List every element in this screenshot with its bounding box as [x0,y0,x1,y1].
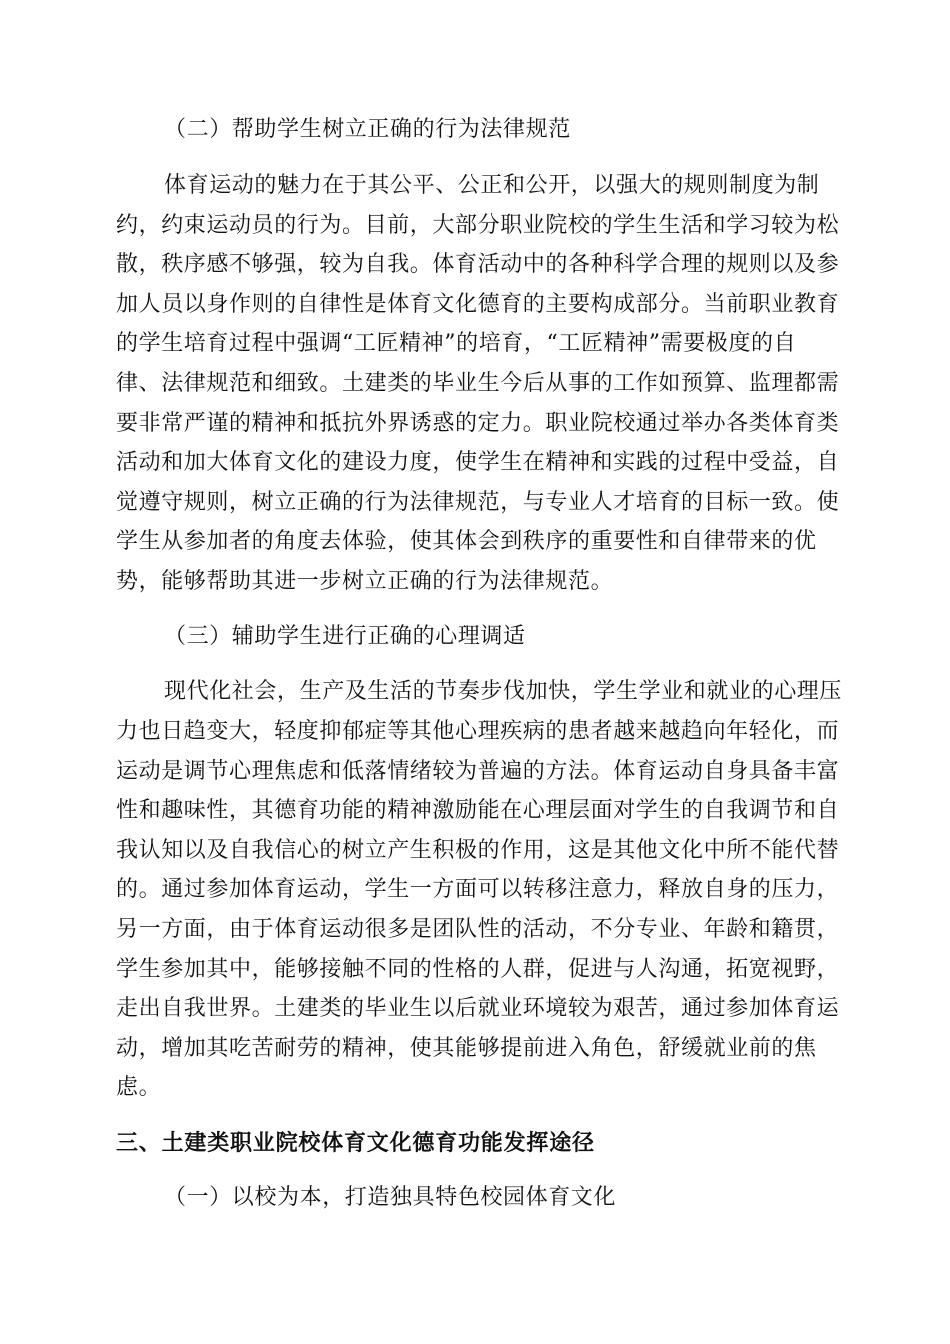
subheading-school-based-culture: （一）以校为本，打造独具特色校园体育文化 [164,1185,617,1210]
paragraph-line: 约，约束运动员的行为。目前，大部分职业院校的学生生活和学习较为松 [116,213,840,238]
paragraph-line: 动，增加其吃苦耐劳的精神，使其能够提前进入角色，舒缓就业前的焦 [116,1036,817,1061]
paragraph-line: 我认知以及自我信心的树立产生积极的作用，这是其他文化中所不能代替 [116,838,840,863]
paragraph-line: 走出自我世界。土建类的毕业生以后就业环境较为艰苦，通过参加体育运 [116,996,840,1021]
paragraph-line: 势，能够帮助其进一步树立正确的行为法律规范。 [116,569,614,594]
paragraph-line: 加人员以身作则的自律性是体育文化德育的主要构成部分。当前职业教育 [116,292,840,317]
paragraph-line: 运动是调节心理焦虑和低落情绪较为普遍的方法。体育运动自身具备丰富 [116,759,840,784]
subheading-psychological-adjustment: （三）辅助学生进行正确的心理调适 [164,624,526,649]
paragraph-line: 散，秩序感不够强，较为自我。体育活动中的各种科学合理的规则以及参 [116,252,840,277]
section-heading-approaches: 三、土建类职业院校体育文化德育功能发挥途径 [116,1130,595,1156]
paragraph-line: 活动和加大体育文化的建设力度，使学生在精神和实践的过程中受益，自 [116,450,840,475]
paragraph-line: 学生从参加者的角度去体验，使其体会到秩序的重要性和自律带来的优 [116,529,817,554]
paragraph-line: 学生参加其中，能够接触不同的性格的人群，促进与人沟通，拓宽视野， [116,957,840,982]
paragraph-line: 力也日趋变大，轻度抑郁症等其他心理疾病的患者越来越趋向年轻化，而 [116,719,840,744]
paragraph-line: 要非常严谨的精神和抵抗外界诱惑的定力。职业院校通过举办各类体育类 [116,411,840,436]
paragraph-line: 另一方面，由于体育运动很多是团队性的活动，不分专业、年龄和籍贯， [116,917,840,942]
paragraph-line: 现代化社会，生产及生活的节奏步伐加快，学生学业和就业的心理压 [164,679,843,704]
subheading-behavior-norms: （二）帮助学生树立正确的行为法律规范 [164,117,571,142]
paragraph-line: 律、法律规范和细致。土建类的毕业生今后从事的工作如预算、监理都需 [116,371,840,396]
paragraph-line: 觉遵守规则，树立正确的行为法律规范，与专业人才培育的目标一致。使 [116,490,840,515]
paragraph-line: 的。通过参加体育运动，学生一方面可以转移注意力，释放自身的压力， [116,877,840,902]
paragraph-line: 性和趣味性，其德育功能的精神激励能在心理层面对学生的自我调节和自 [116,798,840,823]
paragraph-line: 虑。 [116,1075,162,1100]
paragraph-line: 体育运动的魅力在于其公平、公正和公开，以强大的规则制度为制 [164,173,820,198]
paragraph-line: 的学生培育过程中强调“工匠精神”的培育，“工匠精神”需要极度的自 [116,331,797,356]
